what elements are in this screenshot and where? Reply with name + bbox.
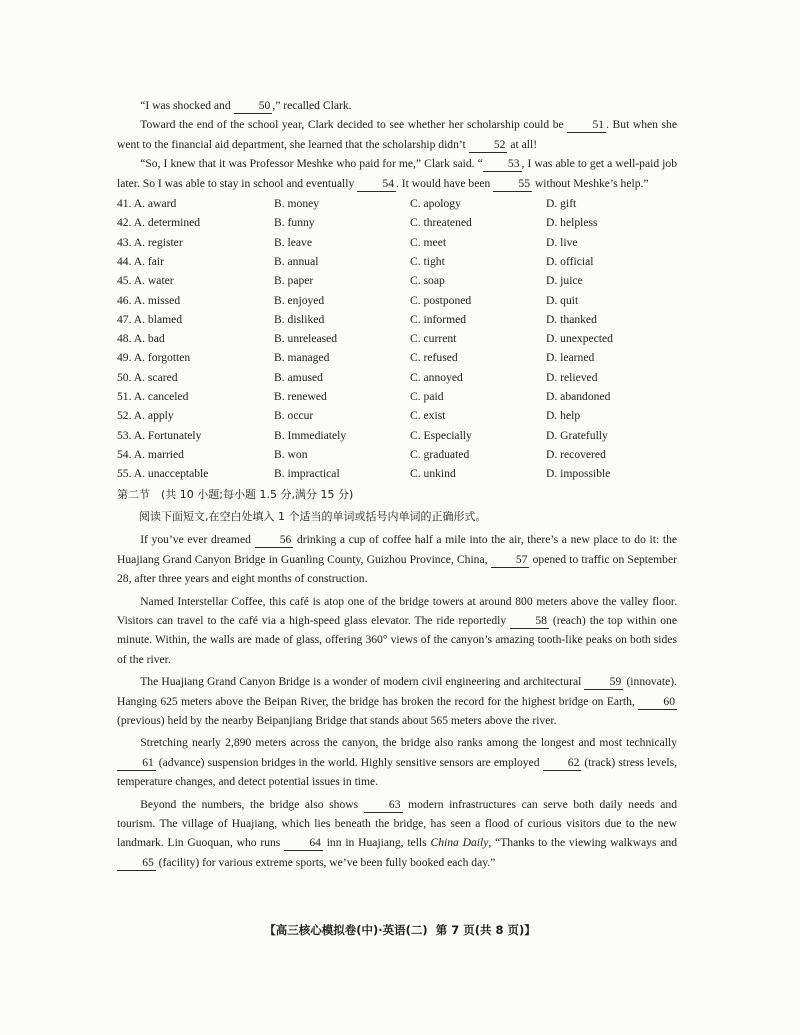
option-row: 55. A. unacceptable B. impractical C. unkind D. impossible	[117, 467, 611, 481]
footer-page-number: 第 7 页(共 8 页)】	[435, 923, 536, 937]
article-paragraph-3: The Huajiang Grand Canyon Bridge is a wonder of modern civil engineering and architectural 59 (innovate). Hanging 625 meters above the Beipan River, the bridge has broken the record for the highest bridge on Earth, 60 (previous) held by the nearby Beipanjiang Bridge that stands about 565 meters above the river.	[117, 675, 677, 727]
blank-56: 56	[255, 533, 294, 548]
blank-55: 55	[493, 177, 532, 192]
option-row: 49. A. forgotten B. managed C. refused D. learned	[117, 351, 595, 365]
article-paragraph-5: Beyond the numbers, the bridge also shows 63 modern infrastructures can serve both daily needs and tourism. The village of Huajiang, which lies beneath the bridge, has seen a flood of curious visitors due to the new landmark. Lin Guoquan, who runs 64 inn in Huajiang, tells China Daily, “Thanks to the viewing walkways and 65 (facility) for various extreme sports, we’ve been fully booked each day.”	[117, 797, 677, 869]
passage-paragraph-1: “I was shocked and 50 ,” recalled Clark.	[140, 99, 352, 112]
blank-50: 50	[234, 99, 273, 114]
blank-61: 61	[117, 756, 156, 771]
newspaper-name: China Daily	[430, 836, 489, 850]
blank-60: 60	[638, 695, 677, 710]
blank-62: 62	[543, 756, 582, 771]
option-row: 46. A. missed B. enjoyed C. postponed D. quit	[117, 293, 579, 307]
blank-53: 53	[483, 157, 522, 172]
blank-59: 59	[584, 675, 623, 690]
option-row: 51. A. canceled B. renewed C. paid D. abandoned	[117, 390, 611, 403]
blank-64: 64	[284, 836, 323, 851]
option-row: 53. A. Fortunately B. Immediately C. Especially D. Gratefully	[117, 428, 608, 442]
passage-paragraph-2: Toward the end of the school year, Clark decided to see whether her scholarship could be 51 . But when she went to the financial aid department, she learned that the scholarship didn’t 52 at all!	[117, 118, 677, 151]
section-heading: 第二节 (共 10 小题;每小题 1.5 分,满分 15 分)	[117, 488, 354, 502]
option-row: 45. A. water B. paper C. soap D. juice	[117, 274, 583, 288]
passage-paragraph-3: “So, I knew that it was Professor Meshke who paid for me,” Clark said. “ 53 , I was able to get a well-paid job later. So I was able to stay in school and eventually 54 . It would have been 55 without Meshke’s help.”	[117, 157, 677, 190]
footer-title: 【高三核心模拟卷(中)·英语(二)	[264, 923, 428, 937]
option-row: 48. A. bad B. unreleased C. current D. unexpected	[117, 332, 613, 346]
blank-65: 65	[117, 856, 156, 871]
blank-63: 63	[364, 798, 403, 813]
blank-54: 54	[357, 177, 396, 192]
article-paragraph-4: Stretching nearly 2,890 meters across the canyon, the bridge also ranks among the longest and most technically 61 (advance) suspension bridges in the world. Highly sensitive sensors are employed 62 (track) stress levels, temperature changes, and detect potential issues in time.	[117, 736, 677, 789]
article-paragraph-2: Named Interstellar Coffee, this café is atop one of the bridge towers at around 800 meters above the valley floor. Visitors can travel to the café via a high-speed glass elevator. The ride reportedly 58 (reach) the top within one minute. Within, the walls are made of glass, offering 360° views of the canyon’s amazing tooth-like peaks on both sides of the river.	[117, 594, 677, 666]
option-row: 52. A. apply B. occur C. exist D. help	[117, 409, 581, 423]
option-row: 47. A. blamed B. disliked C. informed D. thanked	[117, 312, 597, 326]
option-row: 54. A. married B. won C. graduated D. recovered	[117, 447, 606, 461]
page-footer	[0, 922, 800, 938]
blank-51: 51	[567, 118, 606, 133]
blank-52: 52	[469, 138, 508, 153]
option-row: 44. A. fair B. annual C. tight D. official	[117, 254, 594, 268]
section-instruction: 阅读下面短文,在空白处填入 1 个适当的单词或括号内单词的正确形式。	[139, 509, 487, 523]
answer-options	[117, 194, 677, 483]
blank-57: 57	[491, 553, 530, 568]
exam-page	[117, 96, 677, 872]
option-row: 41. A. award B. money C. apology D. gift	[117, 197, 577, 211]
option-row: 50. A. scared B. amused C. annoyed D. relieved	[117, 370, 598, 384]
option-row: 42. A. determined B. funny C. threatened D. helpless	[117, 216, 598, 230]
option-row: 43. A. register B. leave C. meet D. live	[117, 235, 578, 249]
blank-58: 58	[510, 614, 549, 629]
article-paragraph-1: If you’ve ever dreamed 56 drinking a cup of coffee half a mile into the air, there’s a new place to do it: the Huajiang Grand Canyon Bridge in Guanling County, Guizhou Province, China, 57 opened to traffic on September 28, after three years and eight months of construction.	[117, 533, 678, 586]
